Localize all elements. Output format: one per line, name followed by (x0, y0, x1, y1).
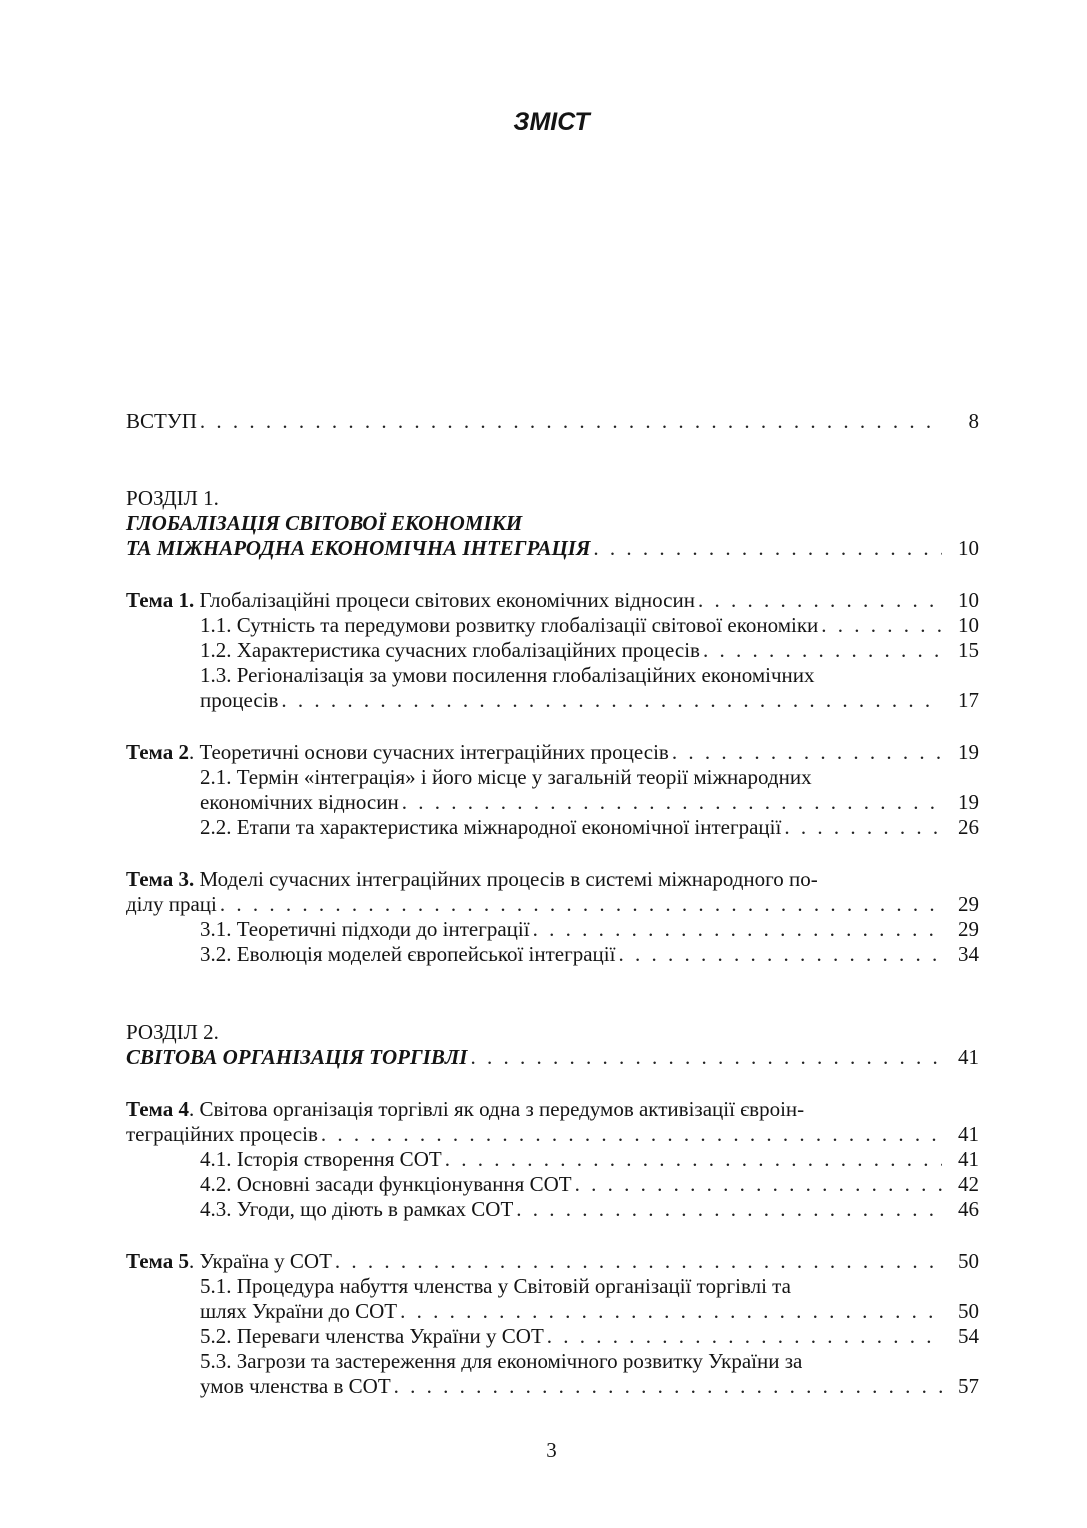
toc-entry-title: шлях України до СОТ (200, 1299, 398, 1323)
toc-page-number: 15 (958, 638, 979, 662)
toc-page-number: 41 (958, 1045, 979, 1069)
toc-entry-1-3-line-1: 1.3. Регіоналізація за умови посилення глобалізаційних економічних (200, 663, 815, 687)
toc-entry-title: СВІТОВА ОРГАНІЗАЦІЯ ТОРГІВЛІ (126, 1045, 468, 1069)
toc-entry-3-2[interactable] (126, 942, 979, 967)
topic-label: Тема 5 (126, 1249, 189, 1273)
dot-leader (821, 613, 942, 638)
toc-entry-5-3[interactable] (126, 1374, 979, 1399)
toc-page-number: 26 (958, 815, 979, 839)
dot-leader (281, 688, 942, 713)
dot-leader (593, 536, 942, 561)
toc-page-number: 17 (958, 688, 979, 712)
toc-page-number: 19 (958, 740, 979, 764)
toc-page-number: 19 (958, 790, 979, 814)
section-1-label: РОЗДІЛ 1. (126, 486, 219, 510)
toc-entry-intro[interactable] (126, 409, 979, 434)
toc-entry-3-1[interactable] (126, 917, 979, 942)
dot-leader (445, 1147, 942, 1172)
toc-entry-title: . Україна у СОТ (188, 1249, 332, 1273)
topic-label: Тема 3. (126, 867, 195, 891)
toc-entry-title: Глобалізаційні процеси світових економічних відносин (194, 588, 695, 612)
toc-entry-title: 4.1. Історія створення СОТ (200, 1147, 442, 1171)
toc-page-number: 10 (958, 588, 979, 612)
contents-heading: ЗМІСТ (513, 108, 590, 136)
toc-entry-title: 3.2. Еволюція моделей європейської інтеграції (200, 942, 616, 966)
dot-leader (516, 1197, 942, 1222)
dot-leader (533, 917, 942, 942)
dot-leader (575, 1172, 942, 1197)
toc-entry-title: ділу праці (126, 892, 217, 916)
toc-entry-5-1-line-1: 5.1. Процедура набуття членства у Світовій організації торгівлі та (200, 1274, 791, 1298)
dot-leader (402, 790, 942, 815)
toc-page-number: 41 (958, 1122, 979, 1146)
toc-page-number: 54 (958, 1324, 979, 1348)
toc-entry-5-2[interactable] (126, 1324, 979, 1349)
dot-leader (784, 815, 942, 840)
dot-leader (547, 1324, 942, 1349)
dot-leader (618, 942, 942, 967)
toc-entry-topic-4-line-1: Тема 4. Світова організація торгівлі як одна з передумов активізації євроін- (126, 1097, 805, 1121)
page-number: 3 (546, 1438, 557, 1462)
toc-entry-topic-4[interactable] (126, 1122, 979, 1147)
toc-entry-2-1[interactable] (126, 790, 979, 815)
dot-leader (698, 588, 942, 613)
toc-entry-topic-1[interactable] (126, 588, 979, 613)
toc-entry-1-1[interactable] (126, 613, 979, 638)
dot-leader (335, 1249, 942, 1274)
toc-entry-2-1-line-1: 2.1. Термін «інтеграція» і його місце у загальній теорії міжнародних (200, 765, 812, 789)
toc-page-number: 57 (958, 1374, 979, 1398)
toc-entry-5-1[interactable] (126, 1299, 979, 1324)
toc-entry-4-3[interactable] (126, 1197, 979, 1222)
dot-leader (470, 1045, 942, 1070)
toc-page-number: 50 (958, 1249, 979, 1273)
toc-entry-topic-2[interactable] (126, 740, 979, 765)
dot-leader (400, 1299, 942, 1324)
toc-entry-title: 5.2. Переваги членства України у СОТ (200, 1324, 544, 1348)
toc-page-number: 42 (958, 1172, 979, 1196)
toc-entry-topic-5[interactable] (126, 1249, 979, 1274)
toc-page-number: 29 (958, 917, 979, 941)
toc-entry-title: теграційних процесів (126, 1122, 318, 1146)
section-2-label: РОЗДІЛ 2. (126, 1020, 219, 1044)
section-1-title-line-1: ГЛОБАЛІЗАЦІЯ СВІТОВОЇ ЕКОНОМІКИ (126, 511, 523, 535)
toc-page-number: 50 (958, 1299, 979, 1323)
dot-leader (220, 892, 942, 917)
toc-entry-title: 1.1. Сутність та передумови розвитку глобалізації світової економіки (200, 613, 819, 637)
toc-page-number: 10 (958, 613, 979, 637)
topic-label: Тема 4 (126, 1097, 189, 1121)
toc-entry-topic-3[interactable] (126, 892, 979, 917)
toc-entry-title: 4.2. Основні засади функціонування СОТ (200, 1172, 572, 1196)
dot-leader (200, 409, 942, 434)
toc-entry-1-3[interactable] (126, 688, 979, 713)
toc-entry-title: ВСТУП (126, 409, 197, 433)
toc-entry-title: 4.3. Угоди, що діють в рамках СОТ (200, 1197, 514, 1221)
toc-entry-title: процесів (200, 688, 279, 712)
toc-entry-section-1[interactable] (126, 536, 979, 561)
toc-entry-4-1[interactable] (126, 1147, 979, 1172)
toc-entry-section-2[interactable] (126, 1045, 979, 1070)
toc-entry-title: умов членства в СОТ (200, 1374, 391, 1398)
toc-entry-1-2[interactable] (126, 638, 979, 663)
toc-entry-5-3-line-1: 5.3. Загрози та застереження для економічного розвитку України за (200, 1349, 803, 1373)
toc-page-number: 34 (958, 942, 979, 966)
toc-page-number: 41 (958, 1147, 979, 1171)
toc-entry-topic-3-line-1: Тема 3. Моделі сучасних інтеграційних процесів в системі міжнародного по- (126, 867, 818, 891)
dot-leader (321, 1122, 942, 1147)
toc-entry-title: . Теоретичні основи сучасних інтеграційних процесів (188, 740, 669, 764)
toc-entry-4-2[interactable] (126, 1172, 979, 1197)
toc-page-number: 10 (958, 536, 979, 560)
toc-entry-2-2[interactable] (126, 815, 979, 840)
toc-entry-title: ТА МІЖНАРОДНА ЕКОНОМІЧНА ІНТЕГРАЦІЯ (126, 536, 591, 560)
toc-page-number: 8 (968, 409, 979, 433)
dot-leader (703, 638, 942, 663)
table-of-contents (126, 409, 979, 1399)
toc-entry-title: 2.2. Етапи та характеристика міжнародної економічної інтеграції (200, 815, 782, 839)
toc-page-number: 29 (958, 892, 979, 916)
toc-entry-title: економічних відносин (200, 790, 399, 814)
toc-entry-title: 3.1. Теоретичні підходи до інтеграції (200, 917, 530, 941)
dot-leader (672, 740, 942, 765)
toc-page-number: 46 (958, 1197, 979, 1221)
topic-label: Тема 2 (126, 740, 189, 764)
dot-leader (394, 1374, 942, 1399)
toc-entry-title: 1.2. Характеристика сучасних глобалізаційних процесів (200, 638, 700, 662)
topic-label: Тема 1. (126, 588, 195, 612)
